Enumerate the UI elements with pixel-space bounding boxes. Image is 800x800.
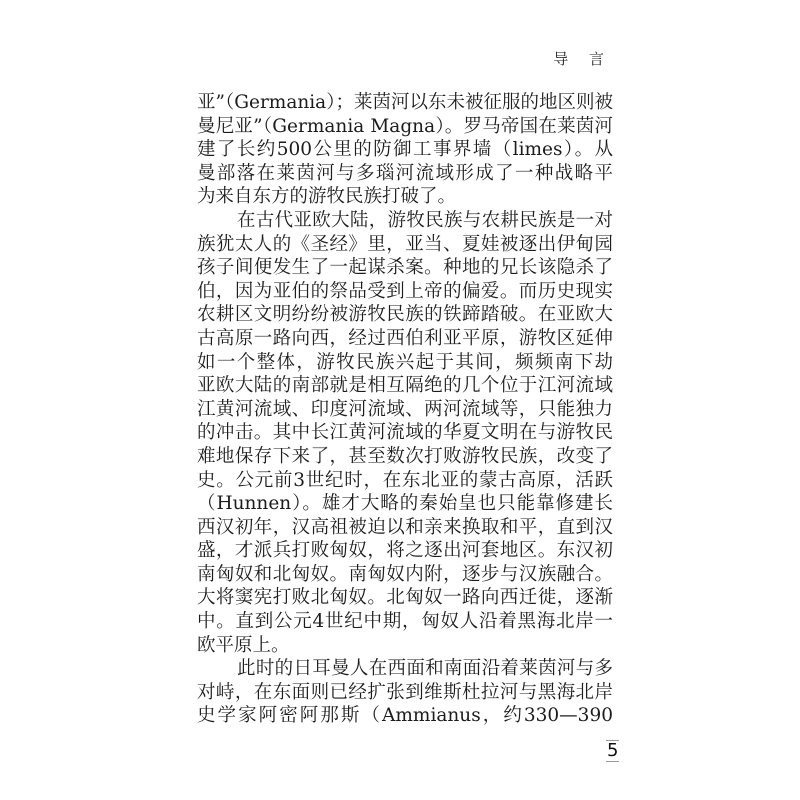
text-line: 大将窦宪打败北匈奴。北匈奴一路向西迁徙，逐渐 [197,587,613,609]
text-line: （Hunnen）。雄才大略的秦始皇也只能靠修建长 [197,493,613,515]
text-line: 古高原一路向西，经过西伯利亚平原，游牧区延伸 [197,327,613,349]
running-header-title: 导 言 [553,50,612,68]
text-line: 南匈奴和北匈奴。南匈奴内附，逐步与汉族融合。 [197,563,613,585]
text-line: 曼尼亚”（Germania Magna）。罗马帝国在莱茵河 [197,115,613,137]
text-line: 对峙，在东面则已经扩张到维斯杜拉河与黑海北岸 [197,681,613,703]
text-line: 孩子间便发生了一起谋杀案。种地的兄长该隐杀了 [197,257,613,279]
text-line: 如一个整体，游牧民族兴起于其间，频频南下劫 [197,351,613,373]
text-line: 中。直到公元4世纪中期，匈奴人沿着黑海北岸一 [197,611,613,633]
text-line: 在古代亚欧大陆，游牧民族与农耕民族是一对 [237,209,613,231]
text-line: 为来自东方的游牧民族打破了。 [197,186,457,208]
text-line: 盛，才派兵打败匈奴，将之逐出河套地区。东汉初 [197,540,613,562]
text-line: 曼部落在莱茵河与多瑙河流域形成了一种战略平 [197,162,613,184]
text-line: 此时的日耳曼人在西面和南面沿着莱茵河与多 [237,658,613,680]
text-line: 建了长约500公里的防御工事界墙（limes）。从 [197,139,613,161]
text-line: 西汉初年，汉高祖被迫以和亲来换取和平，直到汉 [197,516,613,538]
text-line: 江黄河流域、印度河流域、两河流域等，只能独力 [197,398,613,420]
text-line: 农耕区文明纷纷被游牧民族的铁蹄踏破。在亚欧大 [197,304,613,326]
text-line: 史。公元前3世纪时，在东北亚的蒙古高原，活跃 [197,469,613,491]
text-line: 伯，因为亚伯的祭品受到上帝的偏爱。而历史现实 [197,280,613,302]
text-line: 亚欧大陆的南部就是相互隔绝的几个位于江河流域 [197,375,613,397]
text-line: 族犹太人的《圣经》里，亚当、夏娃被逐出伊甸园 [197,233,613,255]
text-line: 的冲击。其中长江黄河流域的华夏文明在与游牧民 [197,422,613,444]
text-line: 亚”（Germania）；莱茵河以东未被征服的地区则被 [197,92,613,113]
body-text [197,91,613,728]
text-line: 难地保存下来了，甚至数次打败游牧民族，改变了 [197,445,613,467]
text-line: 史学家阿密阿那斯（Ammianus，约330—390 [197,705,613,727]
text-line: 欧平原上。 [197,634,290,656]
page-number: 5 [607,740,619,761]
